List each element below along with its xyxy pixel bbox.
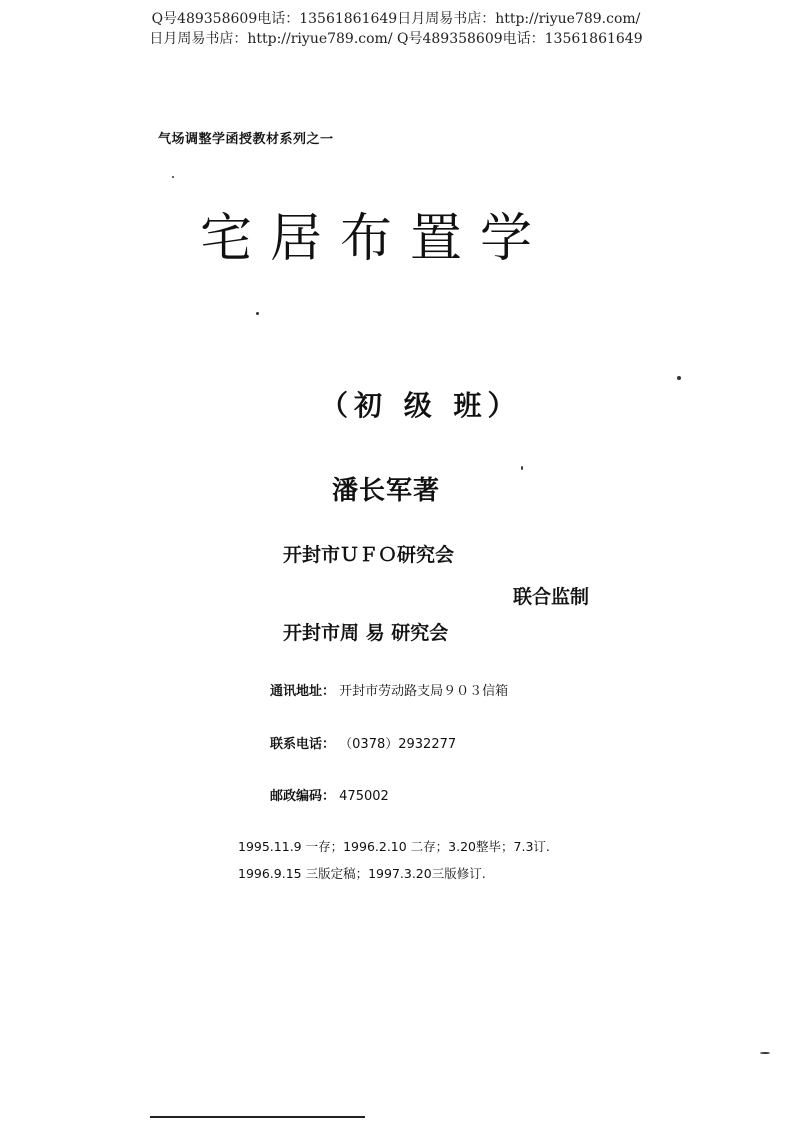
scan-speck [172, 176, 174, 178]
footer-rule [150, 1116, 365, 1118]
course-level: （初 级 班） [320, 389, 522, 422]
contact-phone-value: （0378）2932277 [339, 737, 457, 752]
mailing-address-value: 开封市劳动路支局９０３信箱 [339, 684, 509, 699]
author-line: 潘长军著 [332, 476, 441, 506]
organization-2: 开封市周 易 研究会 [283, 622, 449, 644]
book-title: 宅居布置学 [200, 209, 551, 269]
watermark-header-line-1: Q号489358609电话：13561861649日月周易书店：http://riyue789.com/ [151, 11, 641, 27]
joint-supervision-label: 联合监制 [513, 586, 590, 608]
contact-phone-label: 联系电话： [270, 737, 336, 752]
edition-history-line-1: 1995.11.9 一存；1996.2.10 二存；3.20整毕；7.3订. [238, 839, 550, 854]
scan-speck [760, 1052, 770, 1054]
series-title: 气场调整学函授教材系列之一 [158, 132, 334, 147]
watermark-header-line-2: 日月周易书店：http://riyue789.com/ Q号489358609电话：13561861649 [149, 31, 643, 47]
postal-code [270, 785, 389, 804]
mailing-address [270, 680, 508, 699]
contact-phone [270, 733, 456, 752]
scan-speck [256, 312, 259, 315]
mailing-address-label: 通讯地址： [270, 684, 336, 699]
postal-code-value: 475002 [339, 789, 389, 804]
scan-speck [521, 466, 523, 470]
scan-speck [677, 376, 681, 380]
organization-1: 开封市ＵＦＯ研究会 [283, 544, 455, 566]
edition-history-line-2: 1996.9.15 三版定稿；1997.3.20三版修订. [238, 866, 486, 881]
postal-code-label: 邮政编码： [270, 789, 336, 804]
